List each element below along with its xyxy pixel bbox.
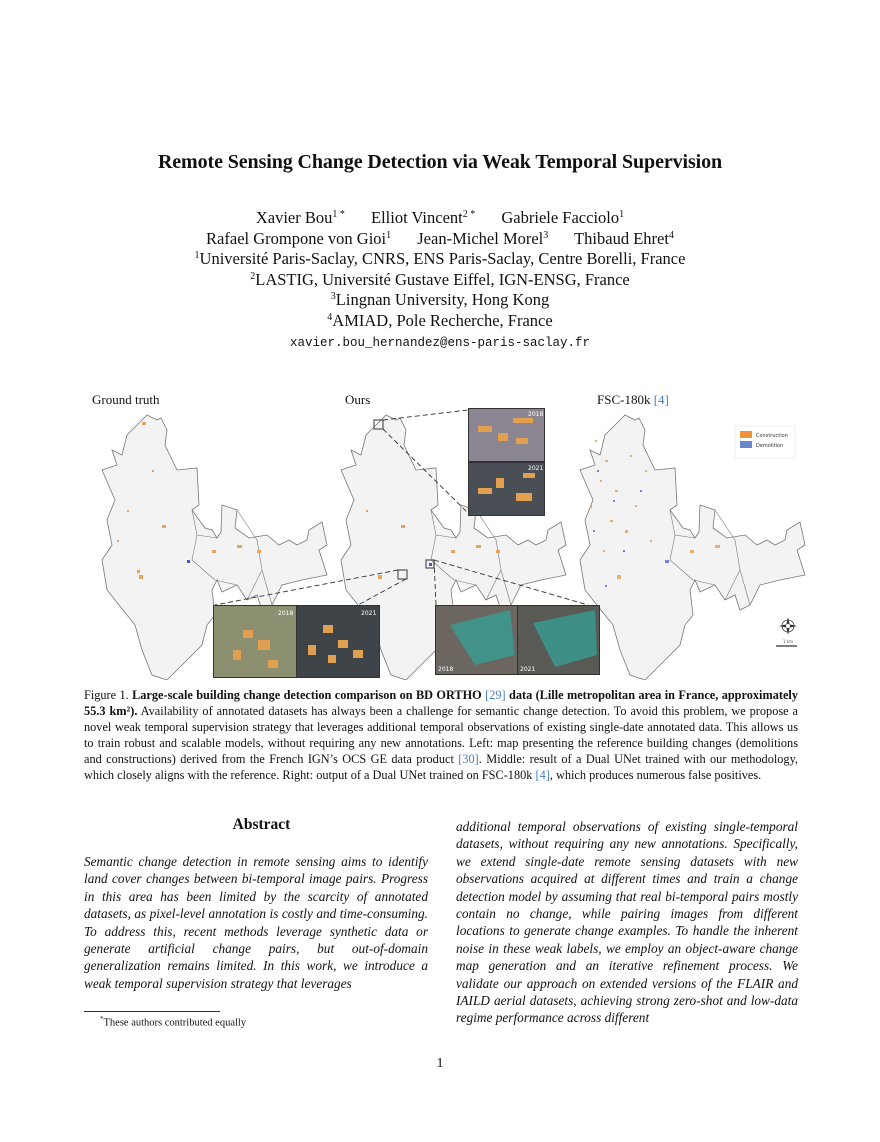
legend	[735, 426, 795, 458]
contact-email[interactable]: xavier.bou_hernandez@ens-paris-saclay.fr	[289, 336, 591, 350]
year-label: 2018	[278, 610, 294, 617]
author: Gabriele Facciolo	[501, 208, 620, 227]
year-label: 2021	[361, 610, 377, 617]
inset-bottom-right	[435, 605, 600, 675]
year-label: 2018	[438, 666, 454, 673]
abstract-left-column: Semantic change detection in remote sensing aims to identify land cover changes between bi-temporal image pairs. Progress in this area has been limited by the scarcity of annotated datasets, as pixel-level annotation is costly and time-consuming. To address this, recent methods leverage synthetic data or generate artificial change pairs, but out-of-domain generalization remains limited. In this work, we introduce a weak temporal supervision strategy that leverages	[84, 854, 428, 991]
abstract-right-column: additional temporal observations of existing single-temporal datasets, without requiring any new annotations. Specifically, we extend single-date remote sensing datasets with new observations acquired at different times and train a change detection model by assuming that real bi-temporal pairs mostly contain no change, while pairing images from different locations to generate change examples. To handle the inherent noise in these weak labels, we employ an object-aware change map generation and an iterative refinement process. We validate our approach on extended versions of the FLAIR and IAILD aerial datasets, achieving strong zero-shot and low-data regime performance across different	[456, 819, 798, 1026]
citation-link[interactable]: [30]	[458, 752, 479, 767]
compass-rose-icon	[779, 617, 797, 635]
inset-bottom-left	[213, 605, 380, 678]
page-number: 1	[436, 1056, 444, 1071]
author: Rafael Grompone von Gioi	[206, 228, 387, 248]
figure-caption: Figure 1. Large-scale building change detection comparison on BD ORTHO [29] data (Lille metropolitan area in France, approximately 55.3 km²). Availability of annotated datasets has always been a challenge for semantic change detection. To avoid this problem, we propose a novel weak temporal supervision strategy that leverages additional temporal observations of existing single-date annotated data. This allows us to train robust and scalable models, without requiring any new annotations. Left: map presenting the reference building changes (demolitions and constructions) derived from the French IGN’s OCS GE data product [30]. Middle: result of a Dual UNet trained with our methodology, which closely aligns with the reference. Right: output of a Dual UNet trained on FSC-180k [4], which produces numerous false positives.	[84, 688, 798, 783]
citation-link[interactable]: [4]	[653, 392, 669, 407]
author: Elliot Vincent	[371, 208, 463, 227]
footnote-rule	[84, 1011, 220, 1012]
figure-maps	[0, 405, 880, 680]
panel-label-ground-truth: Ground truth	[92, 392, 160, 407]
inset-top	[468, 408, 545, 516]
abstract-heading: Abstract	[232, 816, 291, 833]
legend-swatch-demolition	[740, 441, 752, 448]
author-line-1: Xavier Bou$^{1 *}$ Elliot Vincent$^{2 *}$ Gabriele Facciolo$^1$	[255, 208, 625, 227]
citation-link[interactable]: [4]	[535, 768, 550, 783]
author: Jean-Michel Morel	[417, 228, 544, 248]
year-label: 2021	[520, 666, 536, 673]
map-fsc180k	[580, 415, 805, 680]
affiliation: $^1$Université Paris-Saclay, CNRS, ENS Paris-Saclay, Centre Borelli, France	[194, 249, 686, 268]
affiliation: $^2$LASTIG, Université Gustave Eiffel, IGN-ENSG, France	[250, 269, 630, 289]
legend-swatch-construction	[740, 431, 752, 438]
footnote: *These authors contributed equally	[100, 1015, 247, 1029]
legend-label-demolition: Demolition	[756, 443, 784, 449]
author: Xavier Bou	[255, 208, 333, 227]
paper-title: Remote Sensing Change Detection via Weak Temporal Supervision	[157, 151, 723, 173]
year-label: 2018	[528, 411, 544, 418]
citation-link[interactable]: [29]	[485, 688, 506, 702]
author-block	[0, 208, 880, 354]
author-line-2: Rafael Grompone von Gioi$^1$ Jean-Michel Morel$^3$ Thibaud Ehret$^4$	[206, 228, 674, 248]
author: Thibaud Ehret	[574, 228, 669, 248]
year-label: 2021	[528, 465, 544, 472]
scale-label: 1 km	[783, 639, 794, 644]
panel-label-fsc: FSC-180k [4]	[597, 392, 669, 407]
affiliation: $^4$AMIAD, Pole Recherche, France	[327, 310, 553, 330]
affiliation: $^3$Lingnan University, Hong Kong	[330, 290, 550, 309]
legend-label-construction: Construction	[756, 433, 788, 439]
panel-label-ours: Ours	[345, 392, 371, 407]
